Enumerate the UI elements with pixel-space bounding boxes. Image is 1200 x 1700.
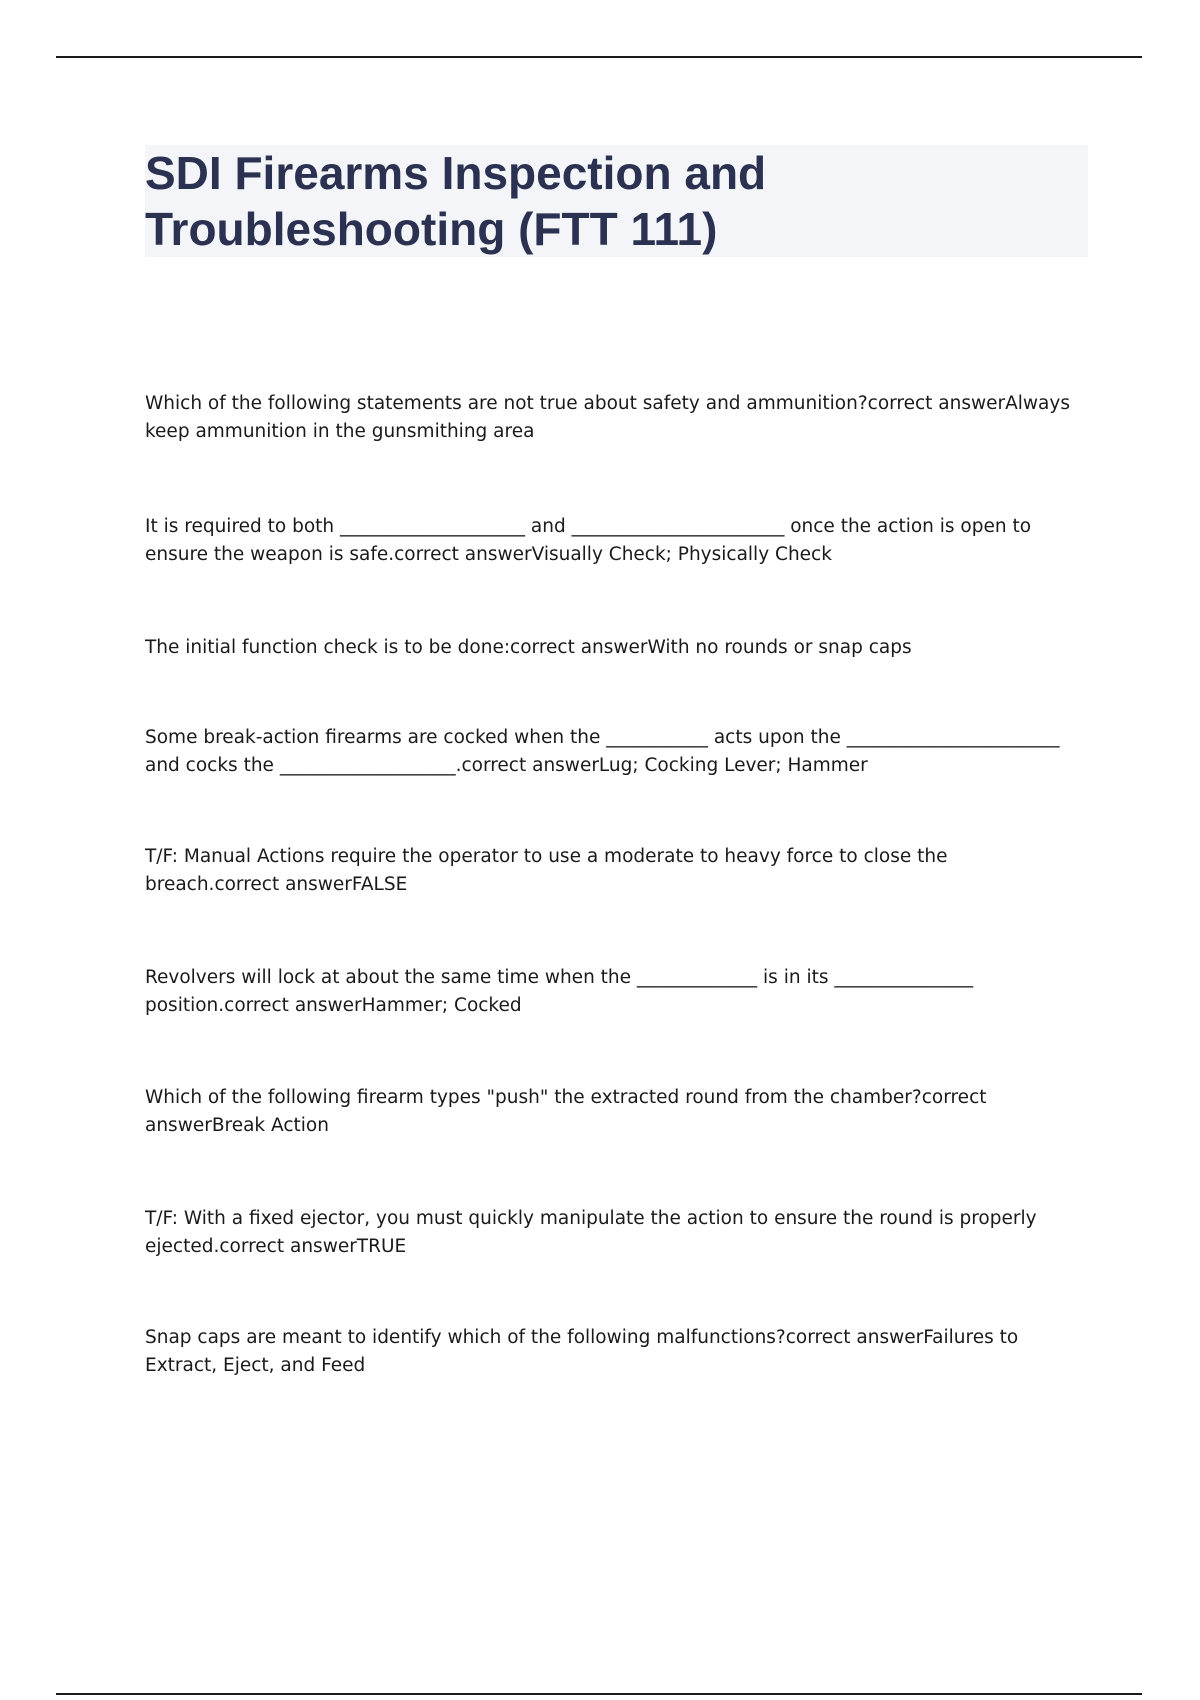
question-item: T/F: With a fixed ejector, you must quickly manipulate the action to ensure the round is properly ejected.correct answerTRUE <box>145 1208 1037 1257</box>
question-item: T/F: Manual Actions require the operator to use a moderate to heavy force to close the breach.correct answerFALSE <box>145 846 948 895</box>
bottom-rule <box>56 1693 1142 1695</box>
question-item: It is required to both ____________________ and _______________________ once the action is open to ensure the weapon is safe.correct answerVisually Check; Physically Check <box>145 516 1032 565</box>
question-item: Which of the following statements are not true about safety and ammunition?correct answerAlways keep ammunition in the gunsmithing area <box>145 393 1070 442</box>
title-block <box>145 145 1088 257</box>
question-item: The initial function check is to be done:correct answerWith no rounds or snap caps <box>145 637 912 658</box>
question-item: Some break-action firearms are cocked when the ___________ acts upon the _______________________ and cocks the ___________________.correct answerLug; Cocking Lever; Hammer <box>145 727 1060 776</box>
question-item: Snap caps are meant to identify which of the following malfunctions?correct answerFailures to Extract, Eject, and Feed <box>145 1327 1019 1376</box>
question-item: Which of the following firearm types "push" the extracted round from the chamber?correct answerBreak Action <box>145 1087 987 1136</box>
top-rule <box>56 56 1142 58</box>
document-title: SDI Firearms Inspection and Troubleshooting (FTT 111) <box>145 147 767 255</box>
question-item: Revolvers will lock at about the same time when the _____________ is in its _______________ position.correct answerHammer; Cocked <box>145 967 974 1016</box>
